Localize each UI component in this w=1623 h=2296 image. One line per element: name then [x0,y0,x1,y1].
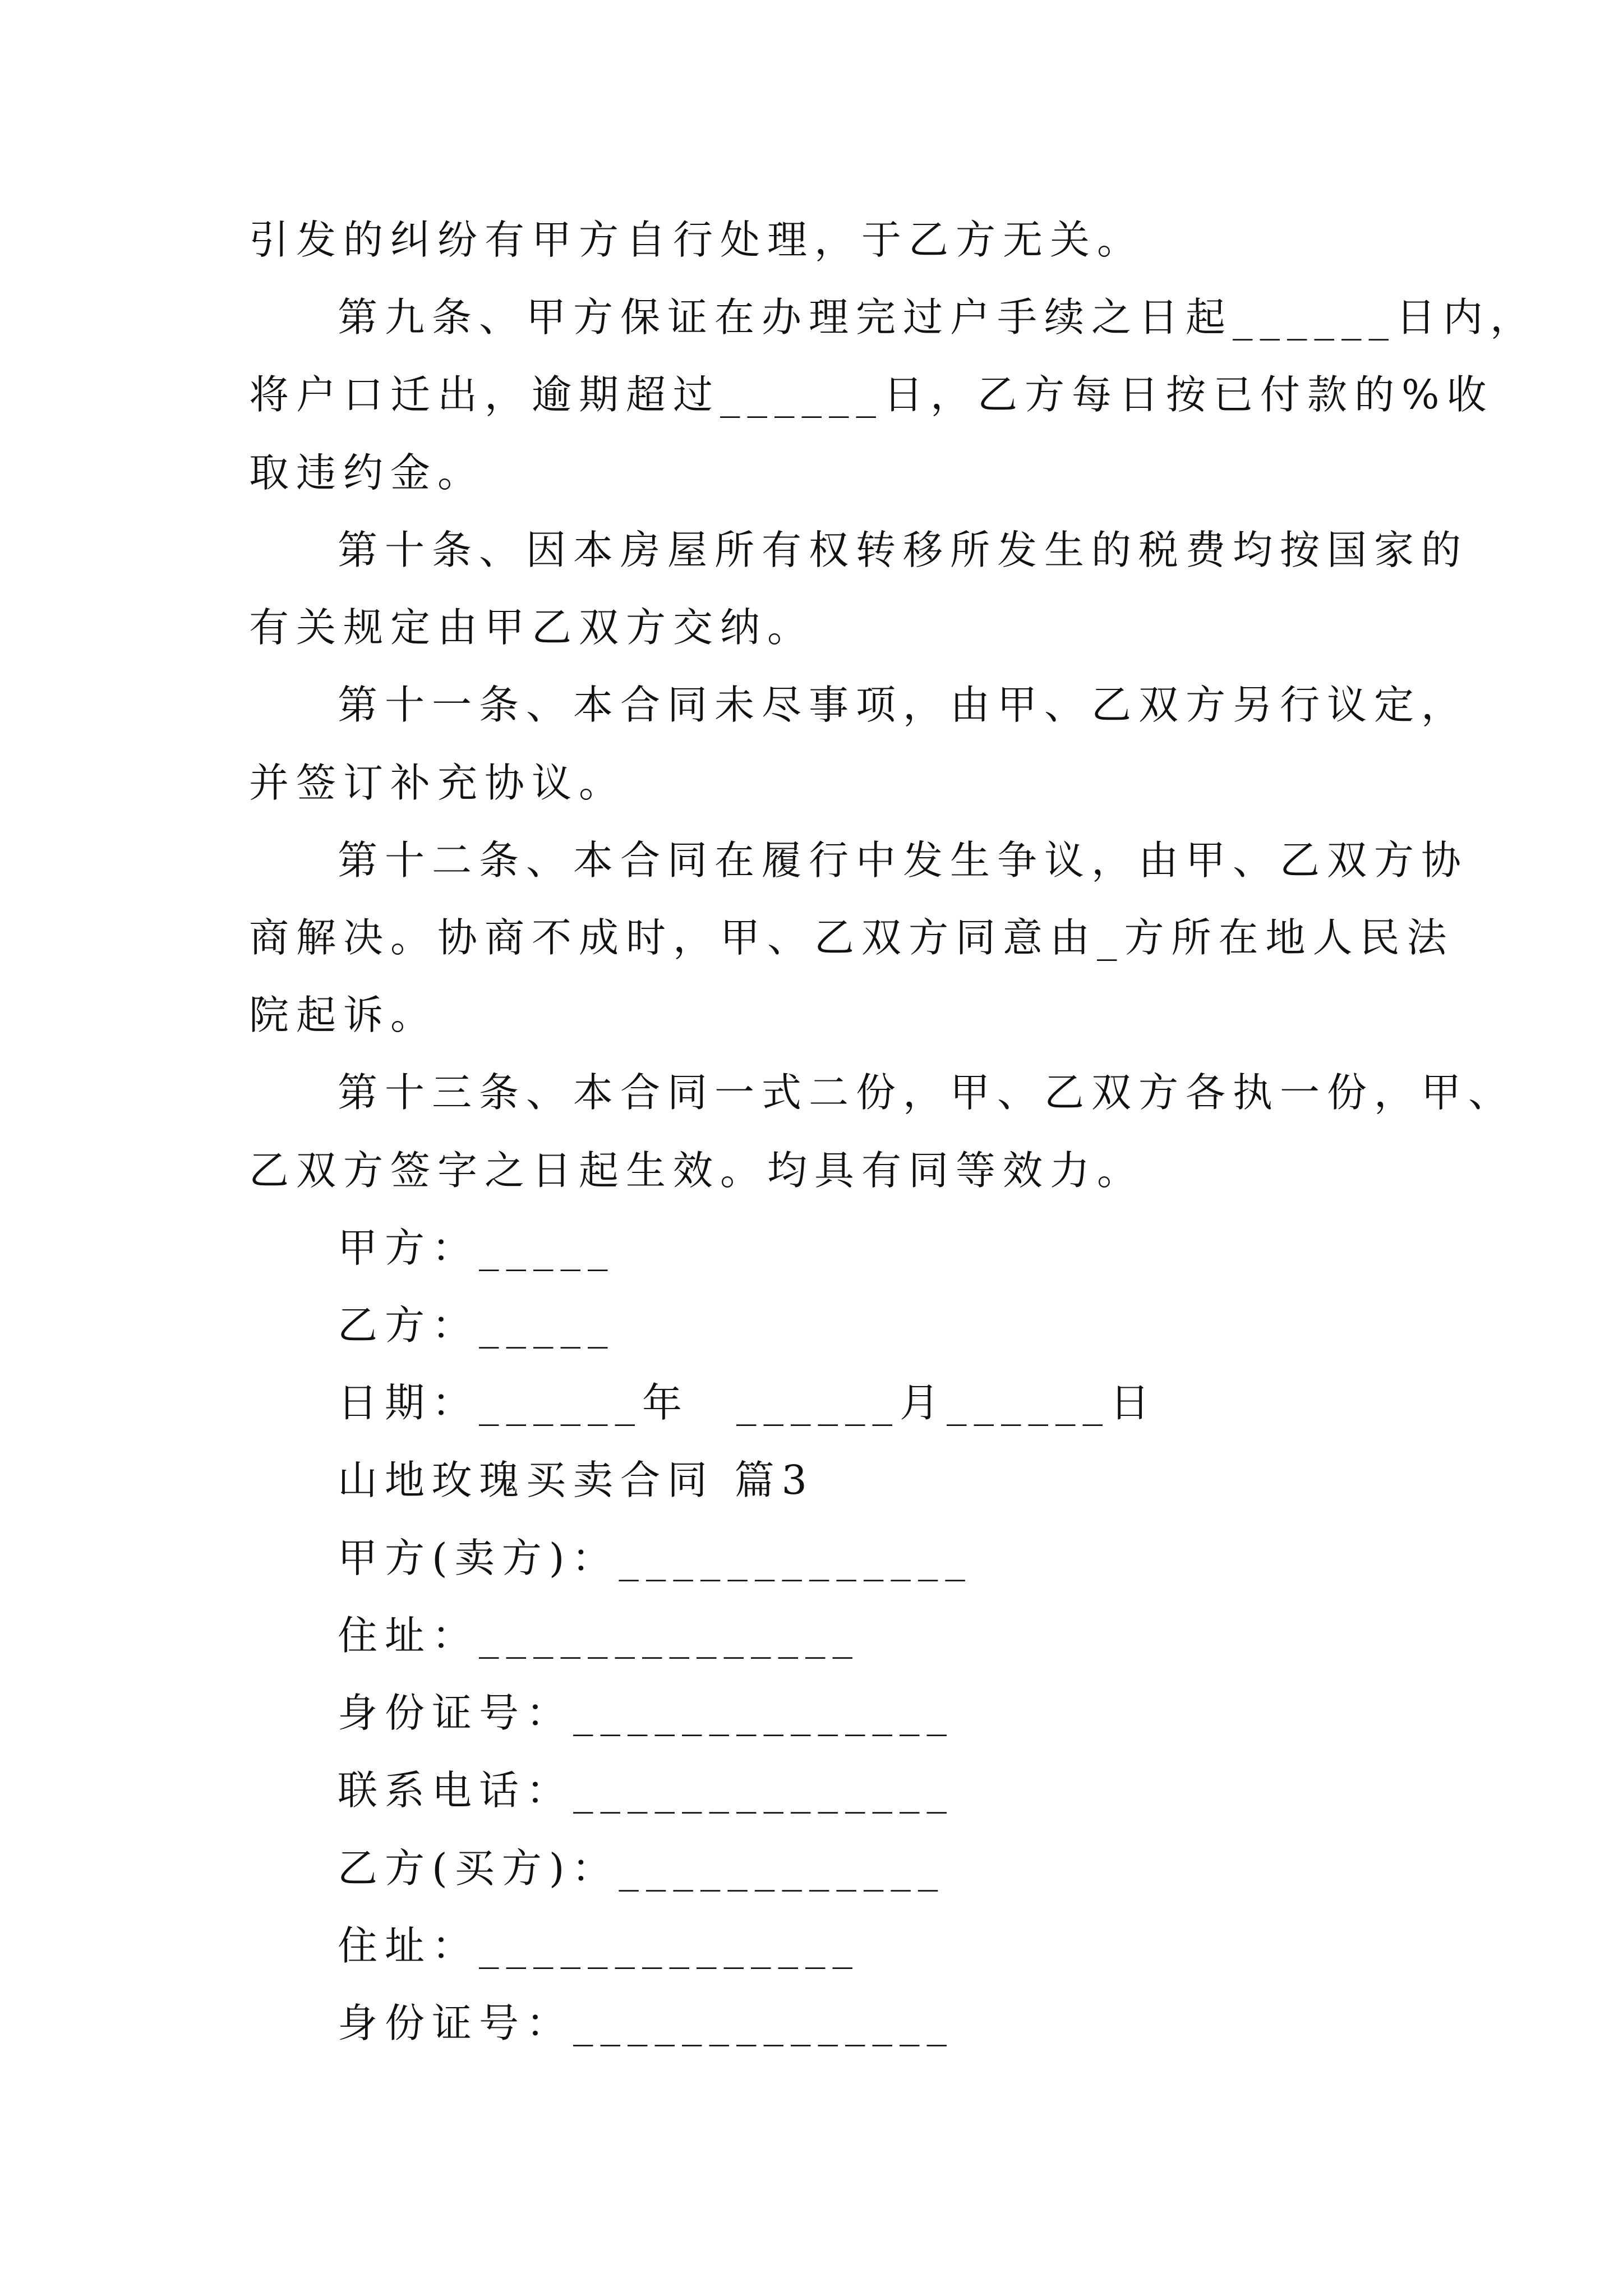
paragraph-8-tail: 引发的纠纷有甲方自行处理，于乙方无关。 [249,217,1145,263]
buyer-id-field: 身份证号：______________ [338,2000,955,2046]
seller-id-field: 身份证号：______________ [338,1690,955,1736]
signature-party-b: 乙方：_____ [338,1302,615,1349]
article-10-line-2: 有关规定由甲乙双方交纳。 [249,604,815,651]
article-11-line-1: 第十一条、本合同未尽事项，由甲、乙双方另行议定， [338,682,1469,728]
seller-address-field: 住址：______________ [338,1612,860,1659]
article-9-line-2: 将户口迁出，逾期超过______日，乙方每日按已付款的%收 [249,371,1494,418]
article-10-line-1: 第十条、因本房屋所有权转移所发生的税费均按国家的 [338,527,1469,573]
seller-phone-field: 联系电话：______________ [338,1767,955,1814]
article-12-line-2: 商解决。协商不成时，甲、乙双方同意由_方所在地人民法 [249,914,1454,961]
article-13-line-2: 乙双方签字之日起生效。均具有同等效力。 [249,1147,1145,1194]
section-title: 山地玫瑰买卖合同 篇3 [338,1457,814,1503]
article-12-line-1: 第十二条、本合同在履行中发生争议，由甲、乙双方协 [338,837,1469,884]
signature-party-a: 甲方：_____ [338,1225,615,1271]
signature-date: 日期：______年 ______月______日 [338,1379,1158,1426]
article-11-line-2: 并签订补充协议。 [249,760,626,806]
seller-field: 甲方(卖方)：_____________ [338,1535,972,1581]
buyer-field: 乙方(买方)：____________ [338,1845,946,1892]
buyer-address-field: 住址：______________ [338,1922,860,1969]
article-13-line-1: 第十三条、本合同一式二份，甲、乙双方各执一份，甲、 [338,1069,1516,1116]
article-12-line-3: 院起诉。 [249,992,438,1038]
article-9-line-3: 取违约金。 [249,449,485,496]
article-9-line-1: 第九条、甲方保证在办理完过户手续之日起______日内， [338,294,1538,341]
